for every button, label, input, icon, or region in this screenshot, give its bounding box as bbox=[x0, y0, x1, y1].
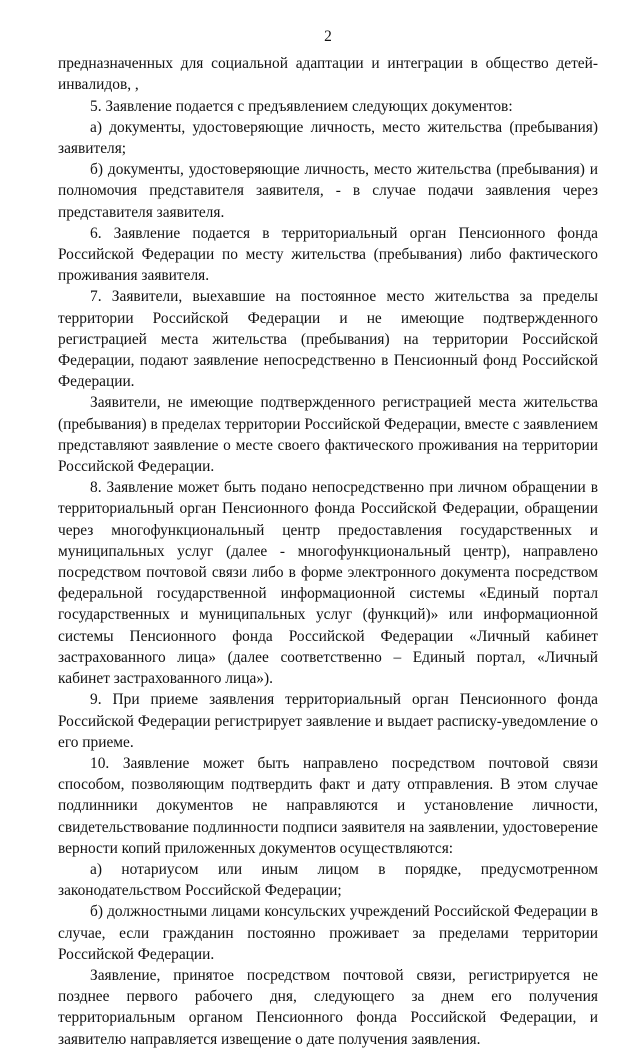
paragraph-item-10-cont: Заявление, принятое посредством почтовой связи, регистрируется не позднее первого рабочего дня, следующего за днем его получения территориальным органом Пенсионного фонда Российской Федерации, и заявителю направляется извещение о дате получения заявления. bbox=[58, 966, 598, 1048]
paragraph-item-5: 5. Заявление подается с предъявлением следующих документов: bbox=[90, 97, 513, 115]
paragraph-item-5b: б) документы, удостоверяющие личность, место жительства (пребывания) и полномочия представителя заявителя, - в случае подачи заявления через представителя заявителя. bbox=[58, 161, 598, 221]
paragraph-item-7: 7. Заявители, выехавшие на постоянное место жительства за пределы территории Российской Федерации и не имеющие подтвержденного регистрацией места жительства (пребывания) на территории Российской Федерации, подают заявление непосредственно в Пенсионный фонд Российской Федерации. bbox=[58, 288, 598, 391]
paragraph-item-5a: а) документы, удостоверяющие личность, место жительства (пребывания) заявителя; bbox=[58, 118, 598, 158]
paragraph-item-8: 8. Заявление может быть подано непосредственно при личном обращении в территориальный орган Пенсионного фонда Российской Федерации, обращении через многофункциональный центр предоставления государственных и муниципальных услуг (далее - многофункциональный центр), направлено посредством почтовой связи либо в форме электронного документа посредством федеральной государственной информационной системы «Единый портал государственных и муниципальных услуг (функций)» или информационной системы Пенсионного фонда Российской Федерации «Личный кабинет застрахованного лица» (далее соответственно – Единый портал, «Личный кабинет застрахованного лица»). bbox=[58, 479, 598, 688]
paragraph-item-6: 6. Заявление подается в территориальный орган Пенсионного фонда Российской Федерации по месту жительства (пребывания) либо фактического проживания заявителя. bbox=[58, 224, 598, 285]
paragraph-item-7-cont: Заявители, не имеющие подтвержденного регистрацией места жительства (пребывания) в пределах территории Российской Федерации, вместе с заявлением представляют заявление о месте своего фактического проживания на территории Российской Федерации. bbox=[58, 394, 598, 476]
page-number: 2 bbox=[324, 28, 332, 45]
paragraph-item-9: 9. При приеме заявления территориальный орган Пенсионного фонда Российской Федерации регистрирует заявление и выдает расписку-уведомление о его приеме. bbox=[58, 691, 598, 751]
paragraph-item-10b: б) должностными лицами консульских учреждений Российской Федерации в случае, если гражданин постоянно проживает за пределами территории Российской Федерации. bbox=[58, 903, 598, 963]
paragraph-item-10: 10. Заявление может быть направлено посредством почтовой связи способом, позволяющим подтвердить факт и дату отправления. В этом случае подлинники документов не направляются и установление личности, свидетельствование подлинности подписи заявителя на заявлении, удостоверение верности копий приложенных документов осуществляются: bbox=[58, 754, 598, 857]
paragraph-continuation: предназначенных для социальной адаптации и интеграции в общество детей-инвалидов, , bbox=[58, 55, 598, 94]
paragraph-item-10a: а) нотариусом или иным лицом в порядке, предусмотренном законодательством Российской Федерации; bbox=[58, 860, 598, 900]
